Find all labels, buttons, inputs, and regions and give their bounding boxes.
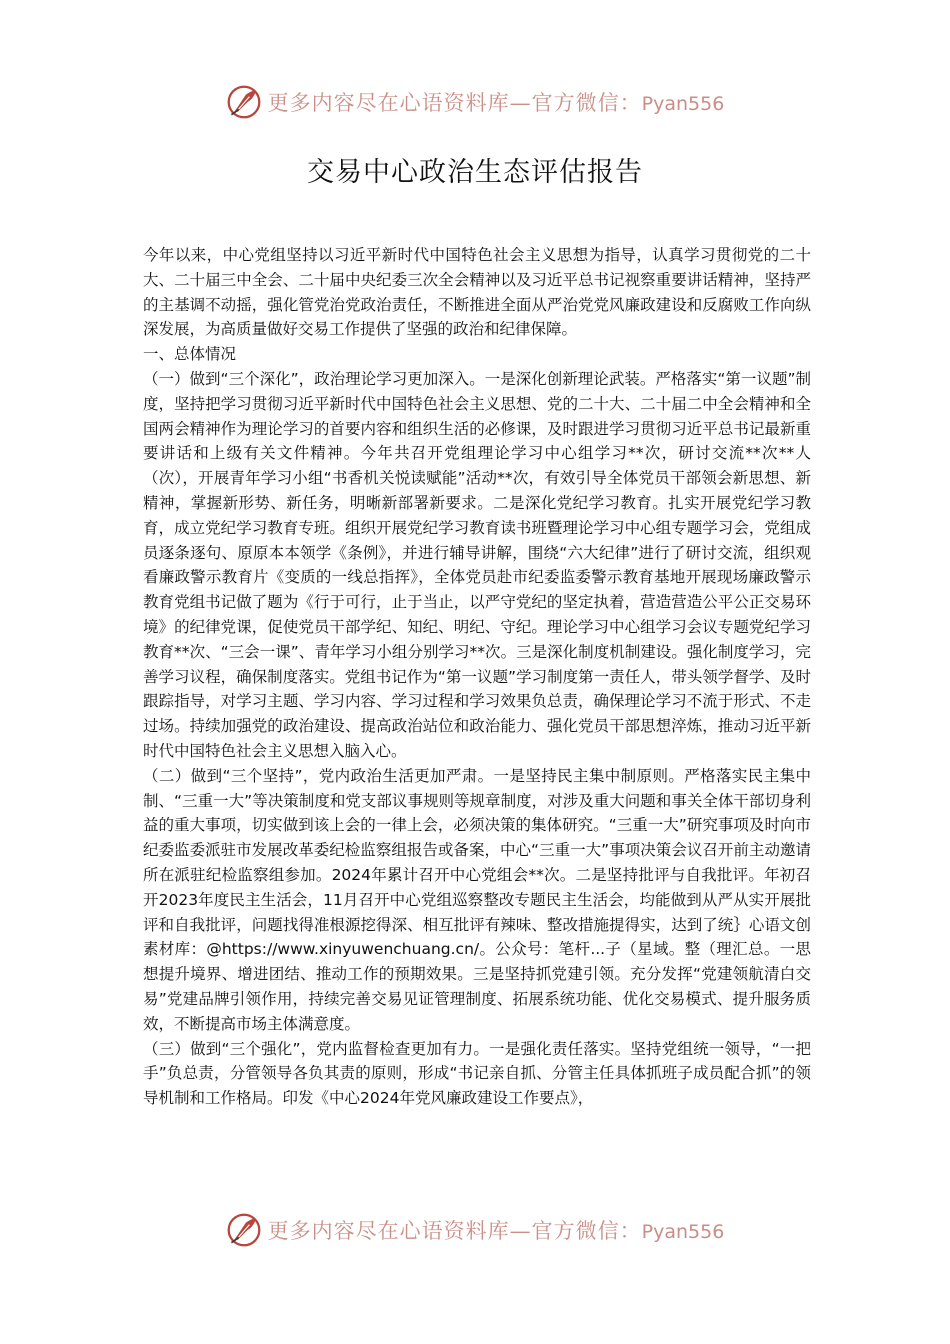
- footer-watermark-banner: [0, 1210, 950, 1250]
- body-paragraph: （三）做到“三个强化”，党内监督检查更加有力。一是强化责任落实。坚持党组统一领导，“一把手”负总责，分管领导各负其责的原则，形成“书记亲自抓、分管主任具体抓班子成员配合抓”的领导机制和工作格局。印发《中心2024年党风廉政建设工作要点》，: [143, 1039, 811, 1108]
- header-watermark-banner: [0, 82, 950, 122]
- watermark-text: 更多内容尽在心语资料库—官方微信：Pyan556: [267, 91, 725, 115]
- document-title: 交易中心政治生态评估报告: [307, 157, 643, 188]
- section-heading: 一、总体情况: [143, 345, 237, 364]
- wechat-handle: Pyan556: [641, 93, 725, 115]
- watermark-text: 更多内容尽在心语资料库—官方微信：Pyan556: [267, 1219, 725, 1243]
- wechat-handle: Pyan556: [641, 1221, 725, 1243]
- document-body: [143, 243, 811, 1111]
- body-paragraph: （二）做到“三个坚持”，党内政治生活更加严肃。一是坚持民主集中制原则。严格落实民主集中制、“三重一大”等决策制度和党支部议事规则等规章制度，对涉及重大问题和事关全体干部切身利益的重大事项，切实做到该上会的一律上会，必须决策的集体研究。“三重一大”研究事项及时向市纪委监委派驻市发展改革委纪检监察组报告或备案，中心“三重一大”事项决策会议召开前主动邀请所在派驻纪检监察组参加。2024年累计召开中心党组会**次。二是坚持批评与自我批评。年初召开2023年度民主生活会，11月召开中心党组巡察整改专题民主生活会，均能做到从严从实开展批评和自我批评，问题找得准根源挖得深、相互批评有辣味、整改措施提得实，达到了统｝心语文创素材库：@https://www.xinyuwenchuang.cn/。公众号：笔杆...子（星域。整（理汇总。一思想提升境界、增进团结、推动工作的预期效果。三是坚持抓党建引领。充分发挥“党建领航清白交易”党建品牌引领作用，持续完善交易见证管理制度、拓展系统功能、优化交易模式、提升服务质效，不断提高市场主体满意度。: [143, 766, 811, 1033]
- quill-logo-icon: [226, 84, 262, 120]
- intro-paragraph: 今年以来，中心党组坚持以习近平新时代中国特色社会主义思想为指导，认真学习贯彻党的二十大、二十届三中全会、二十届中央纪委三次全会精神以及习近平总书记视察重要讲话精神，坚持严的主基调不动摇，强化管党治党政治责任，不断推进全面从严治党党风廉政建设和反腐败工作向纵深发展，为高质量做好交易工作提供了坚强的政治和纪律保障。: [143, 246, 811, 339]
- body-paragraph: （一）做到“三个深化”，政治理论学习更加深入。一是深化创新理论武装。严格落实“第一议题”制度，坚持把学习贯彻习近平新时代中国特色社会主义思想、党的二十大、二十届二中全会精神和全国两会精神作为理论学习的首要内容和组织生活的必修课，及时跟进学习贯彻习近平总书记最新重要讲话和上级有关文件精神。今年共召开党组理论学习中心组学习**次，研讨交流**次**人（次），开展青年学习小组“书香机关悦读赋能”活动**次，有效引导全体党员干部领会新思想、新精神，掌握新形势、新任务，明晰新部署新要求。二是深化党纪学习教育。扎实开展党纪学习教育，成立党纪学习教育专班。组织开展党纪学习教育读书班暨理论学习中心组专题学习会，党组成员逐条逐句、原原本本领学《条例》，并进行辅导讲解，围绕“六大纪律”进行了研讨交流，组织观看廉政警示教育片《变质的一线总指挥》，全体党员赴市纪委监委警示教育基地开展现场廉政警示教育党组书记做了题为《行于可行，止于当止，以严守党纪的坚定执着，营造营造公平公正交易环境》的纪律党课，促使党员干部学纪、知纪、明纪、守纪。理论学习中心组学习会议专题党纪学习教育**次、“三会一课”、青年学习小组分别学习**次。三是深化制度机制建设。强化制度学习，完善学习议程，确保制度落实。党组书记作为“第一议题”学习制度第一责任人，带头领学督学、及时跟踪指导，对学习主题、学习内容、学习过程和学习效果负总责，确保理论学习不流于形式、不走过场。持续加强党的政治建设、提高政治站位和政治能力、强化党员干部思想淬炼，推动习近平新时代中国特色社会主义思想入脑入心。: [143, 369, 811, 760]
- quill-logo-icon: [226, 1212, 262, 1248]
